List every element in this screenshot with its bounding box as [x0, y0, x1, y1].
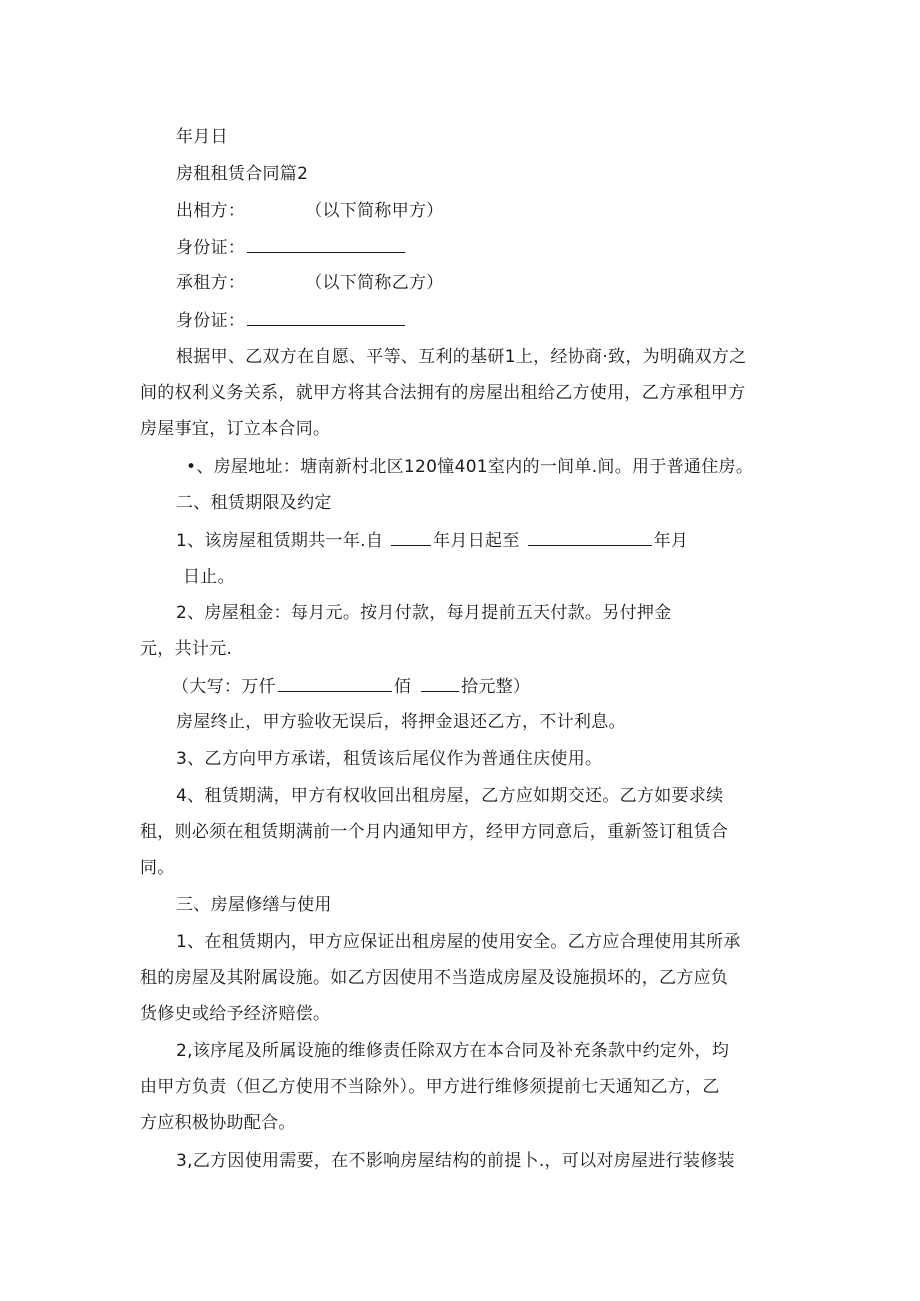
section3-item2-line1: 2,该序尾及所属设施的维修责任除双方在本合同及补充条款中约定外，均	[176, 1041, 730, 1061]
item1-text-a: 1、该房屋租赁期共一年.自	[176, 531, 384, 551]
section2-item4-line3: 同。	[140, 858, 175, 878]
preamble-line-3: 房屋事宜，订立本合同。	[140, 419, 331, 439]
section2-item2-line1: 2、房屋租金：每月元。按月付款，每月提前五天付款。另付押金	[176, 603, 672, 623]
contract-title: 房租租赁合同篇2	[176, 164, 309, 184]
daxie-text-b: 佰	[393, 677, 412, 697]
item1-text-b: 年月日起至	[433, 531, 520, 551]
section3-item1-line2: 租的房屋及其附属设施。如乙方因使用不当造成房屋及设施损坏的，乙方应负	[140, 968, 729, 988]
section2-item1-end: 日止。	[183, 567, 235, 587]
preamble-line-1: 根据甲、乙双方在自愿、平等、互利的基研1上，经协商·致，为明确双方之	[176, 347, 747, 367]
section3-item1-line3: 货修史或给予经济赔偿。	[140, 1004, 331, 1024]
section3-item2-line3: 方应积极协助配合。	[140, 1113, 296, 1133]
qian-blank	[278, 675, 392, 692]
section3-heading: 三、房屋修缮与使用	[176, 895, 332, 915]
daxie-text-c: 拾元整）	[461, 677, 531, 697]
lessor-line	[176, 200, 444, 222]
lessor-id-blank	[247, 236, 405, 253]
lessee-id-line	[176, 309, 407, 332]
section3-item2-line2: 由甲方负责（但乙方使用不当除外）。甲方进行维修须提前七天通知乙方，乙	[140, 1077, 720, 1097]
lessee-label: 承租方：	[176, 273, 246, 293]
lessee-id-label: 身份证：	[176, 311, 246, 331]
lessor-note: （以下简称甲方）	[305, 201, 444, 221]
lessee-note: （以下简称乙方）	[305, 273, 444, 293]
section3-item3: 3,乙方因使用需要，在不影响房屋结构的前提卜.，可以对房屋进行装修装	[176, 1151, 735, 1171]
preamble-line-2: 间的权利义务关系，就甲方将其合法拥有的房屋出租给乙方使用，乙方承租甲方	[140, 383, 746, 403]
bai-blank	[421, 675, 459, 692]
end-year-blank	[528, 529, 652, 546]
lessor-label: 出相方：	[176, 201, 246, 221]
section2-item2-line2: 元，共计元.	[140, 639, 233, 659]
section3-item1-line1: 1、在租赁期内，甲方应保证出租房屋的使用安全。乙方应合理使用其所承	[176, 932, 741, 952]
daxie-text-a: （大写：万仟	[172, 677, 276, 697]
deposit-refund-line: 房屋终止，甲方验收无误后，将押金退还乙方，不计利息。	[176, 712, 626, 732]
section2-item4-line2: 租，则必须在租赁期满前一个月内通知甲方，经甲方同意后，重新签订租赁合	[140, 822, 729, 842]
item1-text-c: 年月	[653, 531, 689, 551]
lessor-id-label: 身份证：	[176, 238, 246, 258]
daxie-line	[172, 675, 530, 698]
date-line: 年月日	[176, 127, 228, 147]
address-line: •、房屋地址：塘南新村北区120憧401室内的一间单.间。用于普通住房。	[186, 457, 754, 477]
lessor-id-line	[176, 236, 407, 259]
section2-heading: 二、租赁期限及约定	[176, 493, 332, 513]
lessee-line	[176, 272, 444, 294]
section2-item4-line1: 4、租赁期满，甲方有权收回出租房屋，乙方应如期交还。乙方如要求续	[176, 786, 724, 806]
section2-item3: 3、乙方向甲方承诺，租赁该后尾仪作为普通住庆使用。	[176, 749, 603, 769]
section2-item1	[176, 529, 688, 552]
lessee-id-blank	[247, 309, 405, 326]
start-year-blank	[391, 529, 431, 546]
